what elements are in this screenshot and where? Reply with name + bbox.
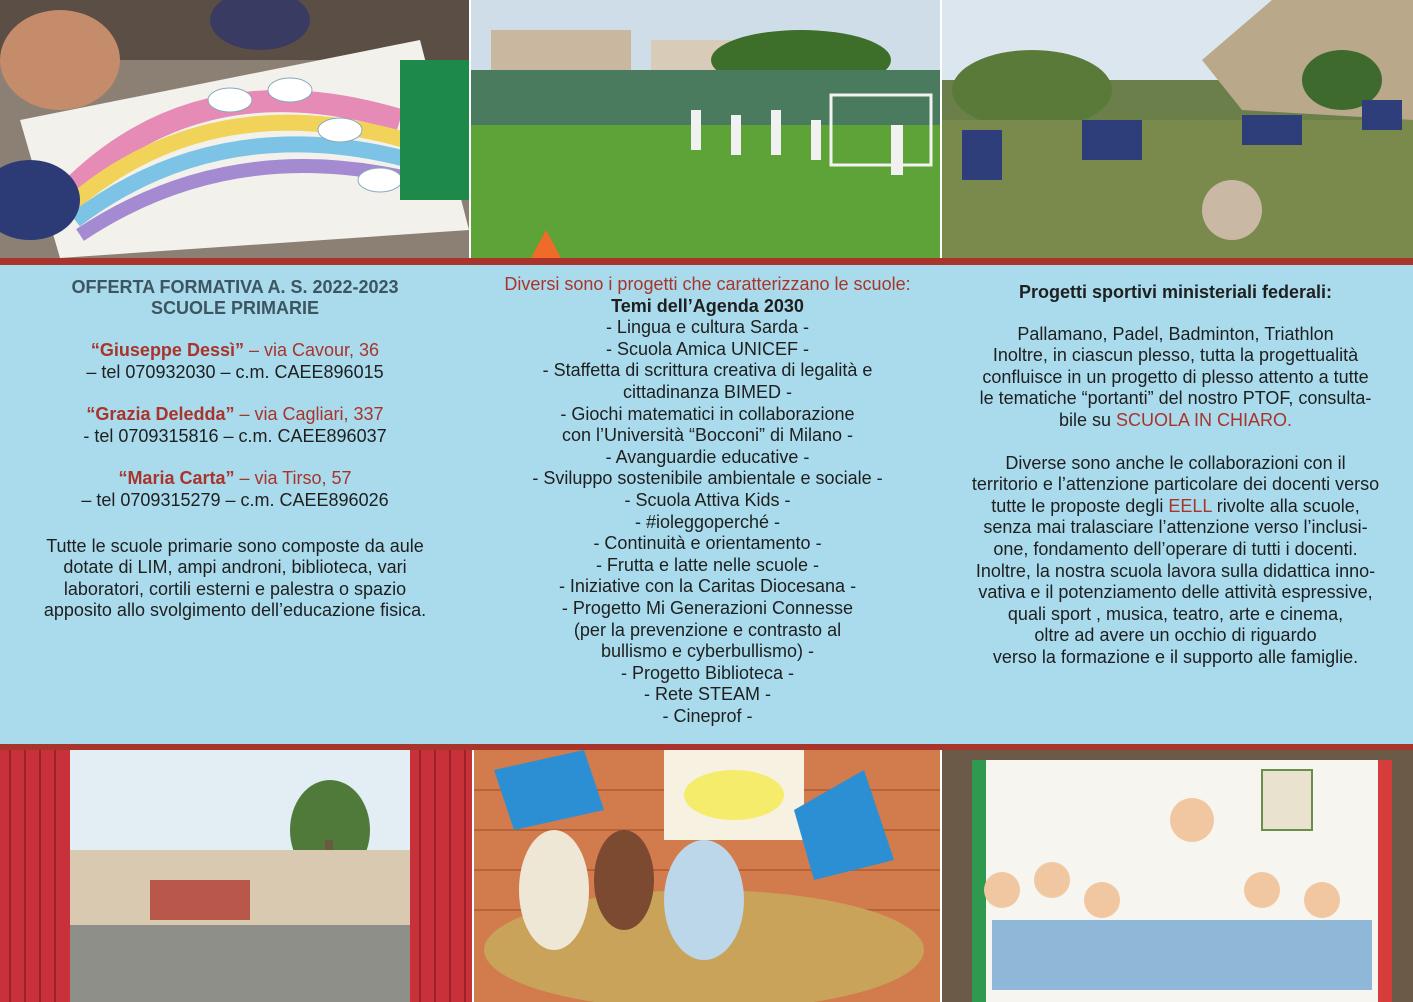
scuola-in-chiaro-link[interactable]: SCUOLA IN CHIARO. <box>1116 409 1293 430</box>
sports-heading: Progetti sportivi ministeriali federali: <box>1018 282 1333 302</box>
offer-heading: OFFERTA FORMATIVA A. S. 2022-2023 SCUOLE PRIMARIE <box>71 277 399 318</box>
projects-column <box>475 265 940 727</box>
hillside-excursion-photo <box>942 0 1413 258</box>
list-item: - Frutta e latte nelle scuole - <box>595 554 820 575</box>
school-contact: - tel 0709315816 – c.m. CAEE896037 <box>83 425 387 446</box>
list-item: - Continuità e orientamento - <box>593 533 822 554</box>
list-item: - Scuola Amica UNICEF - <box>605 338 810 359</box>
school-address: – via Tirso, 57 <box>234 468 352 489</box>
list-item: con l’Università “Bocconi” di Milano - <box>561 425 854 446</box>
list-item: - Giochi matematici in collaborazione <box>560 403 855 424</box>
collaborations-paragraph: Diverse sono anche le collaborazioni con il territorio e l’attenzione particolare dei docenti verso tutte le proposte degli EELL rivolte alla scuole, senza mai tralasciare l’attenzione verso l’inclusi- one, fondamento dell’operare di tutti i docenti. Inoltre, la nostra scuola lavora sulla didattica inno- vativa e il potenziamento delle attività espressive, quali sport , musica, teatro, arte e cinema, oltre ad avere un occhio di riguardo verso la formazione e il supporto alle famiglie. <box>971 452 1380 667</box>
projects-intro: Diversi sono i progetti che caratterizzano le scuole: <box>504 274 911 294</box>
list-item: cittadinanza BIMED - <box>622 381 793 402</box>
school-address: – via Cavour, 36 <box>243 340 380 360</box>
top-photo-strip <box>0 0 1413 258</box>
sports-paragraph: Pallamano, Padel, Badminton, Triathlon Inoltre, in ciascun plesso, tutta la progettualità confluisce in un progetto di plesso attento a tutte le tematiche “portanti” del nostro PTOF, consulta- bile su SCUOLA IN CHIARO. <box>979 323 1372 430</box>
school-entry-dessi <box>20 340 450 383</box>
list-item: - Lingua e cultura Sarda - <box>605 317 810 338</box>
list-item: - Staffetta di scrittura creativa di legalità e <box>542 360 873 381</box>
list-item: - Scuola Attiva Kids - <box>624 489 791 510</box>
class-drawing-poster-photo <box>942 750 1413 1002</box>
list-item: - Rete STEAM - <box>643 684 772 705</box>
school-offer-column <box>20 265 450 622</box>
projects-list <box>475 317 940 727</box>
school-name: “Grazia Deledda” <box>86 404 235 425</box>
school-entry-carta <box>20 468 450 511</box>
content-panel <box>0 265 1413 744</box>
list-item: - Sviluppo sostenibile ambientale e sociale - <box>532 468 883 489</box>
sports-field-photo <box>471 0 940 258</box>
eell-link[interactable]: EELL <box>1168 495 1212 516</box>
schools-description: Tutte le scuole primarie sono composte da aule dotate di LIM, ampi androni, biblioteca, vari laboratori, cortili esterni e palestra o spazio apposito allo svolgimento dell’educazione fisica. <box>43 535 427 621</box>
list-item: (per la prevenzione e contrasto al <box>573 619 842 640</box>
list-item: - Progetto Biblioteca - <box>620 662 795 683</box>
school-entry-deledda <box>20 404 450 447</box>
school-contact: – tel 070932030 – c.m. CAEE896015 <box>86 361 384 382</box>
school-name: “Giuseppe Dessì” <box>90 340 244 360</box>
list-item: - #ioleggoperché - <box>634 511 781 532</box>
list-item: - Cineprof - <box>662 705 753 726</box>
sports-projects-column <box>948 265 1403 669</box>
school-address: – via Cagliari, 337 <box>234 404 384 425</box>
list-item: - Avanguardie educative - <box>605 446 810 467</box>
unicef-dolls-basket-photo <box>474 750 940 1002</box>
top-divider-band <box>0 258 1413 265</box>
school-name: “Maria Carta” <box>118 468 235 489</box>
list-item: - Iniziative con la Caritas Diocesana - <box>558 576 857 597</box>
list-item: - Progetto Mi Generazioni Connesse <box>561 597 854 618</box>
agenda-2030-title: Temi dell’Agenda 2030 <box>611 295 804 316</box>
bottom-photo-strip <box>0 750 1413 1002</box>
list-item: bullismo e cyberbullismo) - <box>600 641 815 662</box>
school-contact: – tel 0709315279 – c.m. CAEE896026 <box>81 489 389 510</box>
children-drawing-rainbow-photo <box>0 0 469 258</box>
school-courtyard-photo <box>0 750 472 1002</box>
